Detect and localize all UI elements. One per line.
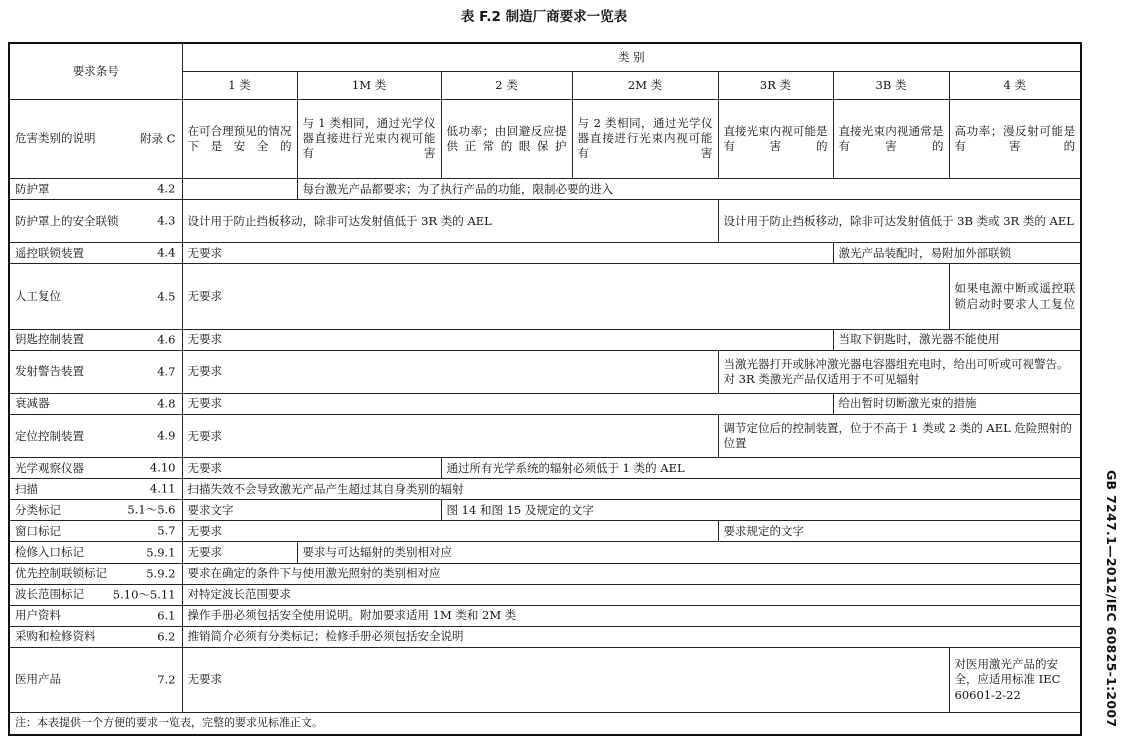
- row-purchasing: [9, 626, 1081, 647]
- table-caption: 表 F.2 制造厂商要求一览表: [460, 9, 628, 25]
- class-label-requirement-low: 要求文字: [182, 500, 441, 521]
- attenuator-requirement-high: 给出暂时切断激光束的措施: [833, 393, 1081, 414]
- viewing-requirement-high: 通过所有光学系统的辐射必须低于 1 类的 AEL: [441, 458, 1081, 479]
- row-scanning: [9, 479, 1081, 500]
- key-requirement-high: 当取下钥匙时，激光器不能使用: [833, 329, 1081, 350]
- viewing-requirement-low: 无要求: [182, 458, 441, 479]
- header-class-1m: 1M 类: [297, 71, 441, 99]
- warning-requirement-low: 无要求: [182, 350, 718, 393]
- location-requirement-low: 无要求: [182, 415, 718, 458]
- header-category-group: 类 别: [182, 43, 1081, 71]
- row-remote-label: 遥控联锁装置 4.4: [9, 243, 182, 264]
- row-user-info-label: 用户资料 6.1: [9, 605, 182, 626]
- row-attenuator: [9, 393, 1081, 414]
- hazard-class-3r: 直接光束内视可能是有害的: [718, 99, 833, 178]
- purchasing-requirement: 推销简介必须有分类标记；检修手册必须包括安全说明: [182, 626, 1081, 647]
- row-interlock: [9, 200, 1081, 243]
- reset-requirement-low: 无要求: [182, 264, 949, 329]
- header-class-2: 2 类: [441, 71, 572, 99]
- standard-code: GB 7247.1—2012/IEC 60825-1:2007: [1104, 470, 1119, 728]
- row-interlock-label: 防护罩上的安全联锁 4.3: [9, 200, 182, 243]
- row-warning-label: 发射警告装置 4.7: [9, 350, 182, 393]
- hazard-class-1m: 与 1 类相同，通过光学仪器直接进行光束内视可能有害: [297, 99, 441, 178]
- header-row-1: [9, 43, 1081, 71]
- row-viewing-label: 光学观察仪器 4.10: [9, 458, 182, 479]
- row-attenuator-label: 衰减器 4.8: [9, 393, 182, 414]
- interlock-requirement-low: 设计用于防止挡板移动，除非可达发射值低于 3R 类的 AEL: [182, 200, 718, 243]
- remote-requirement-high: 激光产品装配时，易附加外部联锁: [833, 243, 1081, 264]
- class-label-requirement-high: 图 14 和图 15 及规定的文字: [441, 500, 1081, 521]
- row-aperture: [9, 521, 1081, 542]
- row-reset-label: 人工复位 4.5: [9, 264, 182, 329]
- override-requirement: 要求在确定的条件下与使用激光照射的类别相对应: [182, 563, 1081, 584]
- hazard-class-1: 在可合理预见的情况下是安全的: [182, 99, 297, 178]
- header-item-column: 要求条号: [9, 43, 182, 99]
- row-location: [9, 415, 1081, 458]
- warning-requirement-high: 当激光器打开或脉冲激光器电容器组充电时，给出可听或可视警告。对 3R 类激光产品仅适用于不可见辐射: [718, 350, 1081, 393]
- row-aperture-label: 窗口标记 5.7: [9, 521, 182, 542]
- row-viewing: [9, 458, 1081, 479]
- row-housing: [9, 179, 1081, 200]
- row-class-label-label: 分类标记 5.1～5.6: [9, 500, 182, 521]
- interlock-requirement-high: 设计用于防止挡板移动，除非可达发射值低于 3B 类或 3R 类的 AEL: [718, 200, 1081, 243]
- header-class-2m: 2M 类: [572, 71, 718, 99]
- row-override: [9, 563, 1081, 584]
- row-wavelength-label: 波长范围标记 5.10～5.11: [9, 584, 182, 605]
- requirements-table: [8, 42, 1082, 736]
- table-note: 注：本表提供一个方便的要求一览表，完整的要求见标准正文。: [9, 713, 1081, 735]
- housing-requirement: 每台激光产品都要求；为了执行产品的功能，限制必要的进入: [297, 179, 1081, 200]
- row-remote: [9, 243, 1081, 264]
- row-class-label: [9, 500, 1081, 521]
- attenuator-requirement-low: 无要求: [182, 393, 833, 414]
- row-service-entry-label: 检修入口标记 5.9.1: [9, 542, 182, 563]
- row-hazard: [9, 99, 1081, 178]
- row-service-entry: [9, 542, 1081, 563]
- row-scanning-label: 扫描 4.11: [9, 479, 182, 500]
- row-key-label: 钥匙控制装置 4.6: [9, 329, 182, 350]
- row-location-label: 定位控制装置 4.9: [9, 415, 182, 458]
- row-reset: [9, 264, 1081, 329]
- medical-requirement-low: 无要求: [182, 647, 949, 712]
- remote-requirement-low: 无要求: [182, 243, 833, 264]
- row-medical-label: 医用产品 7.2: [9, 647, 182, 712]
- row-housing-label: 防护罩 4.2: [9, 179, 182, 200]
- header-class-3r: 3R 类: [718, 71, 833, 99]
- row-warning: [9, 350, 1081, 393]
- wavelength-requirement: 对特定波长范围要求: [182, 584, 1081, 605]
- hazard-class-2m: 与 2 类相同，通过光学仪器直接进行光束内视可能有害: [572, 99, 718, 178]
- row-medical: [9, 647, 1081, 712]
- row-wavelength: [9, 584, 1081, 605]
- medical-requirement-high: 对医用激光产品的安全，应适用标准 IEC 60601-2-22: [949, 647, 1081, 712]
- reset-requirement-high: 如果电源中断或遥控联锁启动时要求人工复位: [949, 264, 1081, 329]
- housing-class-1-empty: [182, 179, 297, 200]
- row-override-label: 优先控制联锁标记 5.9.2: [9, 563, 182, 584]
- header-class-1: 1 类: [182, 71, 297, 99]
- row-key: [9, 329, 1081, 350]
- row-hazard-label: 危害类别的说明 附录 C: [9, 99, 182, 178]
- location-requirement-high: 调节定位后的控制装置，位于不高于 1 类或 2 类的 AEL 危险照射的位置: [718, 415, 1081, 458]
- service-entry-requirement-low: 无要求: [182, 542, 297, 563]
- user-info-requirement: 操作手册必须包括安全使用说明。附加要求适用 1M 类和 2M 类: [182, 605, 1081, 626]
- scanning-requirement: 扫描失效不会导致激光产品产生超过其自身类别的辐射: [182, 479, 1081, 500]
- aperture-requirement-high: 要求规定的文字: [718, 521, 1081, 542]
- header-class-4: 4 类: [949, 71, 1081, 99]
- hazard-class-4: 高功率；漫反射可能是有害的: [949, 99, 1081, 178]
- key-requirement-low: 无要求: [182, 329, 833, 350]
- row-user-info: [9, 605, 1081, 626]
- hazard-class-3b: 直接光束内视通常是有害的: [833, 99, 949, 178]
- aperture-requirement-low: 无要求: [182, 521, 718, 542]
- row-purchasing-label: 采购和检修资料 6.2: [9, 626, 182, 647]
- service-entry-requirement-high: 要求与可达辐射的类别相对应: [297, 542, 1081, 563]
- header-class-3b: 3B 类: [833, 71, 949, 99]
- hazard-class-2: 低功率；由回避反应提供正常的眼保护: [441, 99, 572, 178]
- row-note: [9, 713, 1081, 735]
